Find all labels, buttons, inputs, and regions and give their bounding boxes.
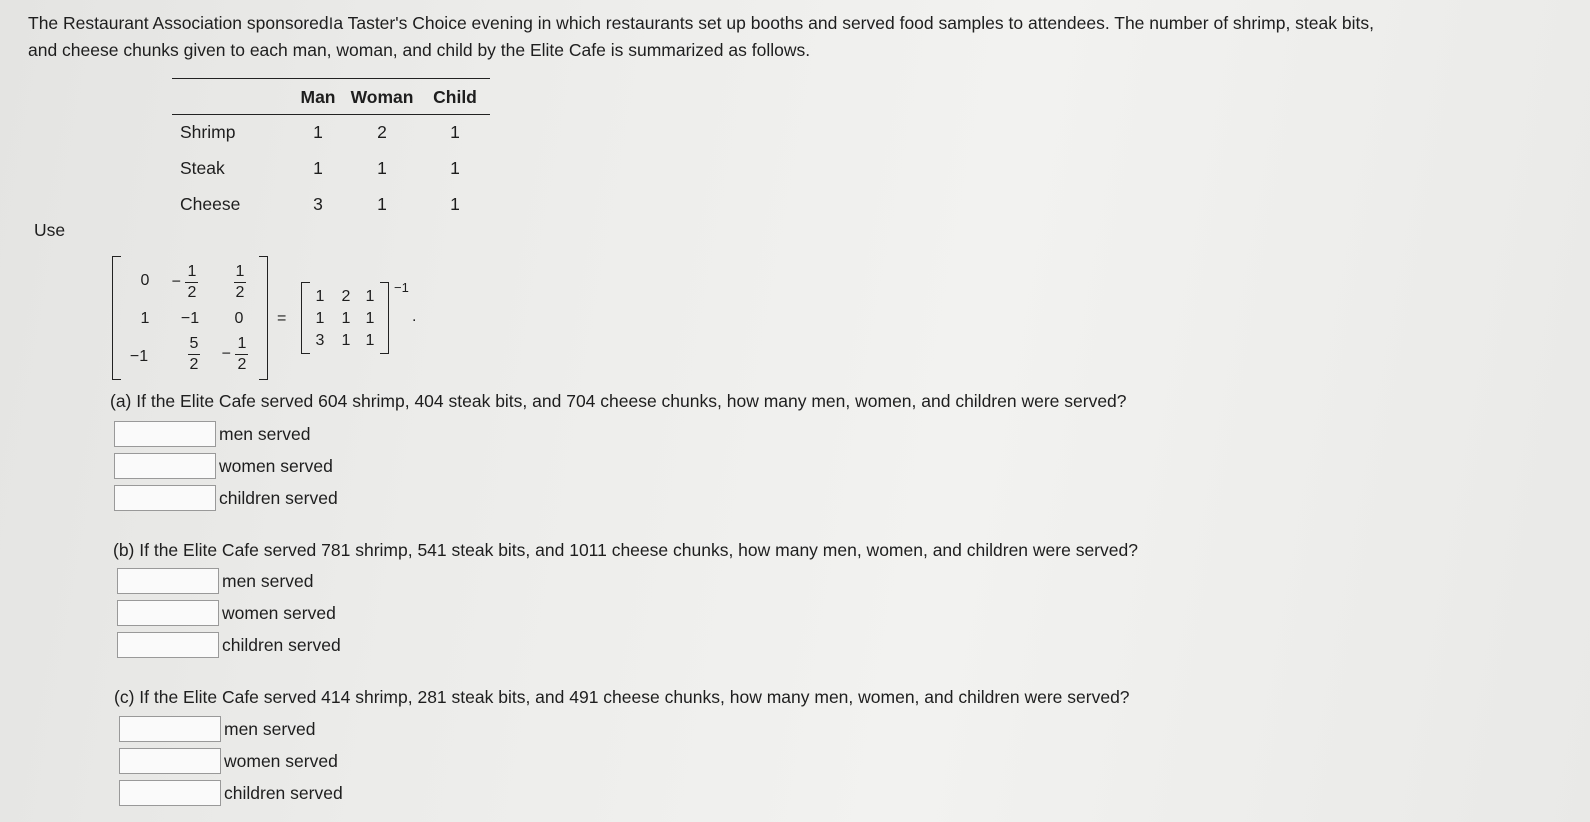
answer-row-c-children bbox=[119, 780, 343, 806]
matrix-entry: 1 bbox=[341, 310, 351, 327]
inverse-exponent: −1 bbox=[394, 280, 409, 295]
answer-row-a-women bbox=[114, 453, 333, 479]
answer-row-b-women bbox=[117, 600, 336, 626]
answer-row-b-men bbox=[117, 568, 313, 594]
left-bracket bbox=[301, 282, 310, 354]
row-label: Shrimp bbox=[180, 122, 236, 142]
matrix-entry: 2 bbox=[341, 288, 351, 305]
question-a: (a) If the Elite Cafe served 604 shrimp, 404 steak bits, and 704 cheese chunks, how many men, women, and children were served? bbox=[110, 391, 1127, 411]
table-cell: 1 bbox=[450, 194, 460, 214]
right-bracket bbox=[259, 256, 268, 380]
row-label: Steak bbox=[180, 158, 225, 178]
intro-text-continued: a Taster's Choice evening in which restaurants set up booths and served food samples to attendees. The number of shrimp, steak bits, bbox=[333, 13, 1374, 33]
matrix-entry: 3 bbox=[315, 332, 325, 349]
use-label: Use bbox=[34, 220, 66, 240]
matrix-entry: −1 bbox=[180, 310, 200, 327]
children-served-label: children served bbox=[222, 634, 341, 655]
table-header-corner bbox=[172, 79, 292, 115]
denominator: 2 bbox=[237, 356, 247, 373]
numerator: 5 bbox=[188, 334, 201, 355]
numerator: 1 bbox=[235, 334, 248, 355]
table-cell: 1 bbox=[377, 194, 387, 214]
table-header-man: Man bbox=[292, 79, 344, 115]
table-cell: 1 bbox=[313, 122, 323, 142]
matrix-entry bbox=[160, 262, 210, 303]
men-served-input-a[interactable] bbox=[114, 421, 216, 447]
fraction bbox=[235, 334, 248, 375]
table-header-woman: Woman bbox=[344, 79, 420, 115]
women-served-input-c[interactable] bbox=[119, 748, 221, 774]
table-cell: 1 bbox=[450, 158, 460, 178]
equals-sign: = bbox=[277, 310, 287, 327]
intro-text-line2: and cheese chunks given to each man, woman, and child by the Elite Cafe is summarized as follows. bbox=[28, 40, 811, 60]
period: . bbox=[412, 308, 417, 325]
children-served-label: children served bbox=[219, 487, 338, 508]
answer-row-a-children bbox=[114, 485, 338, 511]
servings-table bbox=[172, 78, 490, 223]
table-cell: 2 bbox=[377, 122, 387, 142]
matrix-entry: 1 bbox=[365, 332, 375, 349]
women-served-input-a[interactable] bbox=[114, 453, 216, 479]
denominator: 2 bbox=[187, 284, 197, 301]
matrix-entry: −1 bbox=[129, 348, 149, 365]
right-bracket bbox=[380, 282, 389, 354]
matrix-entry: 1 bbox=[315, 310, 325, 327]
matrix-entry: 1 bbox=[365, 288, 375, 305]
matrix-entry: 1 bbox=[315, 288, 325, 305]
answer-row-c-men bbox=[119, 716, 315, 742]
children-served-input-c[interactable] bbox=[119, 780, 221, 806]
numerator: 1 bbox=[185, 262, 198, 283]
men-served-label: men served bbox=[224, 718, 316, 739]
women-served-input-b[interactable] bbox=[117, 600, 219, 626]
minus-sign: − bbox=[171, 273, 181, 291]
matrix-entry bbox=[176, 334, 212, 375]
table-row bbox=[172, 187, 490, 223]
children-served-input-b[interactable] bbox=[117, 632, 219, 658]
table-header-child: Child bbox=[420, 79, 490, 115]
minus-sign: − bbox=[221, 345, 231, 363]
table-row bbox=[172, 115, 490, 152]
fraction bbox=[185, 262, 198, 303]
women-served-label: women served bbox=[219, 455, 333, 476]
denominator: 2 bbox=[189, 356, 199, 373]
matrix-entry: 1 bbox=[341, 332, 351, 349]
matrix-entry bbox=[222, 262, 258, 303]
left-bracket bbox=[112, 256, 121, 380]
matrix-entry: 1 bbox=[365, 310, 375, 327]
intro-text-start: The Restaurant Association sponsored bbox=[28, 13, 329, 33]
women-served-label: women served bbox=[224, 750, 338, 771]
table-cell: 1 bbox=[313, 158, 323, 178]
children-served-input-a[interactable] bbox=[114, 485, 216, 511]
matrix-entry: 0 bbox=[140, 272, 150, 289]
men-served-input-b[interactable] bbox=[117, 568, 219, 594]
answer-row-c-women bbox=[119, 748, 338, 774]
text-cursor-icon: I bbox=[328, 14, 334, 33]
table-cell: 3 bbox=[313, 194, 323, 214]
women-served-label: women served bbox=[222, 602, 336, 623]
fraction bbox=[188, 334, 201, 375]
matrix-entry: 1 bbox=[140, 310, 150, 327]
answer-row-b-children bbox=[117, 632, 341, 658]
men-served-input-c[interactable] bbox=[119, 716, 221, 742]
table-cell: 1 bbox=[377, 158, 387, 178]
fraction bbox=[234, 262, 247, 303]
table-row bbox=[172, 151, 490, 187]
men-served-label: men served bbox=[219, 423, 311, 444]
table-header-row bbox=[172, 79, 490, 115]
matrix-entry: 0 bbox=[234, 310, 244, 327]
problem-intro bbox=[28, 10, 1558, 64]
matrix-entry bbox=[212, 334, 258, 375]
row-label: Cheese bbox=[180, 194, 241, 214]
numerator: 1 bbox=[234, 262, 247, 283]
answer-row-a-men bbox=[114, 421, 310, 447]
table-cell: 1 bbox=[450, 122, 460, 142]
children-served-label: children served bbox=[224, 782, 343, 803]
question-b: (b) If the Elite Cafe served 781 shrimp, 541 steak bits, and 1011 cheese chunks, how many men, women, and children were served? bbox=[113, 540, 1138, 560]
question-c: (c) If the Elite Cafe served 414 shrimp, 281 steak bits, and 491 cheese chunks, how many men, women, and children were served? bbox=[114, 687, 1130, 707]
men-served-label: men served bbox=[222, 570, 314, 591]
denominator: 2 bbox=[235, 284, 245, 301]
